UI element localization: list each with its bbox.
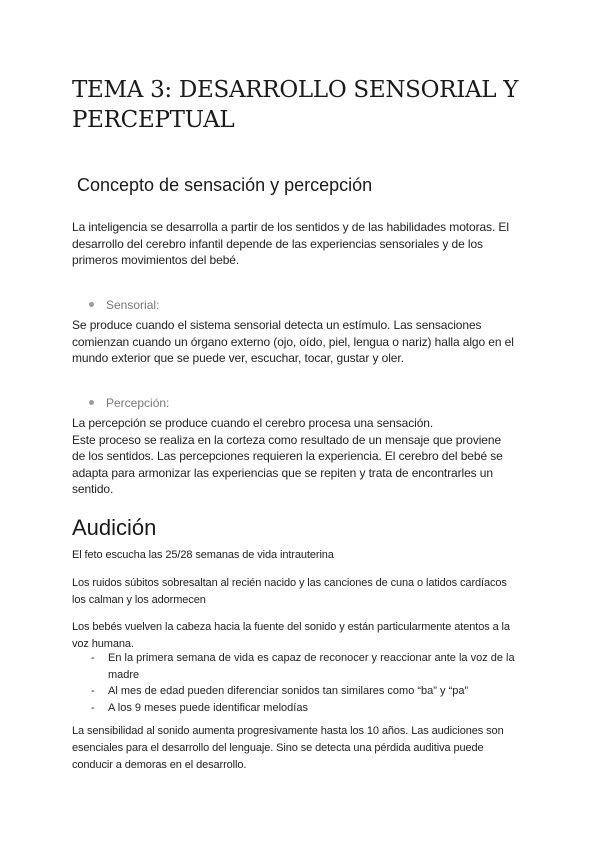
audicion-p3 <box>72 619 510 653</box>
percepcion-line: Este proceso se realiza en la corteza como resultado de un mensaje que proviene <box>72 432 502 447</box>
bullet-dot-icon <box>89 302 94 307</box>
page-title-line-2: PERCEPTUAL <box>72 107 235 133</box>
percepcion-line: sentido. <box>72 482 114 496</box>
sensorial-line: mundo exterior que se puede ver, escuchar, tocar, gustar y oler. <box>72 351 404 365</box>
percepcion-line: adapta para armonizar las experiencias que se repiten y trata de encontrarles un <box>72 465 493 480</box>
audicion-line: Los bebés vuelven la cabeza hacia la fuente del sonido y están particularmente atentos a la <box>72 621 510 633</box>
bullet-percepcion <box>89 395 169 411</box>
dash-marker: - <box>91 652 95 664</box>
percepcion-paragraph <box>72 415 503 498</box>
bullet-sensorial <box>89 297 159 313</box>
audicion-line: conducir a demoras en el desarrollo. <box>72 759 247 771</box>
audicion-p1 <box>72 547 334 564</box>
section-heading-concepto: Concepto de sensación y percepción <box>77 175 373 195</box>
dash-item-line: Al mes de edad pueden diferenciar sonidos tan similares como “ba” y “pa” <box>108 685 469 697</box>
audicion-line: El feto escucha las 25/28 semanas de vida intrauterina <box>72 549 334 561</box>
audicion-line: Los ruidos súbitos sobresaltan al recién nacido y las canciones de cuna o latidos cardíacos <box>72 577 507 589</box>
audicion-line: los calman y los adormecen <box>72 594 206 606</box>
audicion-line: esenciales para el desarrollo del lenguaje. Sino se detecta una pérdida auditiva puede <box>72 742 484 754</box>
sensorial-paragraph <box>72 317 514 367</box>
bullet-dot-icon <box>89 400 94 405</box>
intro-line: primeros movimientos del bebé. <box>72 253 240 267</box>
bullet-label: Sensorial: <box>106 298 160 312</box>
intro-line: desarrollo del cerebro infantil depende de las experiencias sensoriales y de los <box>72 236 483 251</box>
dash-marker: - <box>91 685 95 697</box>
sensorial-line: Se produce cuando el sistema sensorial detecta un estímulo. Las sensaciones <box>72 318 482 332</box>
page-title-line-1: TEMA 3: DESARROLLO SENSORIAL Y <box>72 77 519 103</box>
dash-item <box>108 700 308 717</box>
bullet-label: Percepción: <box>106 396 170 410</box>
dash-item-line: En la primera semana de vida es capaz de reconocer y reaccionar ante la voz de la <box>108 652 515 664</box>
dash-item <box>108 683 468 700</box>
section-heading-audicion: Audición <box>72 515 157 540</box>
percepcion-line: de los sentidos. Las percepciones requieren la experiencia. El cerebro del bebé se <box>72 449 503 463</box>
sensorial-line: comienzan cuando un órgano externo (ojo, oído, piel, lengua o nariz) halla algo en el <box>72 334 514 349</box>
dash-item-line: A los 9 meses puede identificar melodías <box>108 702 308 714</box>
audicion-p4 <box>72 723 504 774</box>
percepcion-line: La percepción se produce cuando el cerebro procesa una sensación. <box>72 416 434 430</box>
audicion-line: La sensibilidad al sonido aumenta progresivamente hasta los 10 años. Las audiciones son <box>72 725 504 737</box>
audicion-p2 <box>72 575 507 609</box>
intro-paragraph <box>72 219 509 269</box>
dash-item-line: madre <box>108 669 140 681</box>
dash-item <box>108 650 515 684</box>
audicion-line: voz humana. <box>72 638 134 650</box>
intro-line: La inteligencia se desarrolla a partir de los sentidos y de las habilidades motoras. El <box>72 220 509 234</box>
dash-marker: - <box>91 702 95 714</box>
